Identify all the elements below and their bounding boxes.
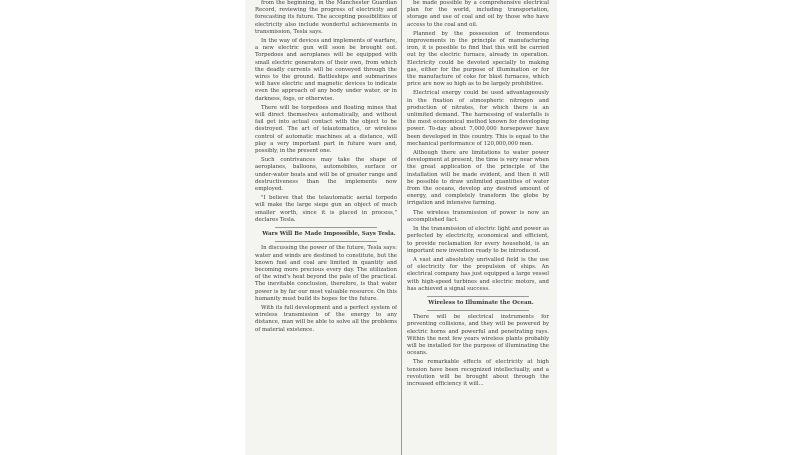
paragraph: A vast and absolutely unrivalled field is the use of electricity for the propulsion of ships. An electrical company has just equipped a large vessel with high-speed turbines and electric motors, and has achieved a signal success. — [407, 256, 549, 292]
paragraph: In the way of devices and implements of warfare, a new electric gun will soon be brought out. Torpedoes and aeroplanes will be equipped with small electric generators of their own, from which the deadly currents will be conveyed through the wires to the ground. Battleships and submarines will have electric and magnetic devices to indicate even the approach of any body under water, or in darkness, fogs, or otherwise. — [255, 38, 397, 102]
section-heading: Wars Will Be Made Impossible, Says Tesla. — [262, 231, 396, 238]
paragraph: be made possible by a comprehensive electrical plan for the world, including transportation, storage and use of coal and oil by those who have access to the coal and oil. — [407, 0, 549, 28]
paragraph: With its full development and a perfect system of wireless transmission of the energy to any distance, man will be able to solve all the problems of material existence. — [255, 304, 397, 333]
left-column — [255, 0, 397, 455]
divider — [427, 310, 529, 311]
column-divider — [401, 0, 402, 455]
section-heading: Wireless to Illuminate the Ocean. — [428, 299, 534, 306]
paragraph: The wireless transmission of power is now an accomplished fact. — [407, 209, 549, 223]
paragraph: In discussing the power of the future, Tesla says: water and winds are destined to constitute, but the known fuel and coal are limited in quantity and becoming more precious every day. The utilization of the wind's heat beyond the pale of the practical. The inevitable conclusion, therefore, is that water power is by far our most valuable resource. On this humanity must build its hopes for the future. — [255, 245, 397, 302]
paragraph: from the beginning, in the Manchester Guardian Record, reviewing the progress of electricity and forecasting its future. The accepting possibilities of electricity also include wonderful achievements in transmission, Tesla says. — [255, 0, 397, 35]
paragraph: In the transmission of electric light and power as perfected by electricity, economical and efficient, to provide reclamation for every household, is an important new invention ready to be introduced. — [407, 226, 549, 254]
paragraph: Such contrivances may take the shape of aeroplanes, balloons, automobiles, surface or under-water boats and will be of greater range and destructiveness than the implements now employed. — [255, 157, 397, 193]
divider — [427, 296, 529, 297]
newspaper-clipping — [245, 0, 557, 455]
right-column — [407, 0, 549, 455]
paragraph: Electrical energy could be used advantageously in the fixation of atmospheric nitrogen and production of nitrates, for which there is an unlimited demand. The harnessing of waterfalls is the most economical method known for developing power. To-day about 7,000,000 horsepower have been developed in this country. This is equal to the mechanical performance of 120,000,000 men. — [407, 90, 549, 147]
paragraph: Planned by the possession of tremendous improvements in the principle of manufacturing iron, it is possible to find that this will be carried out by the electric furnace, already in operation. Electricity could be devoted specially to making gas, either for the purpose of illumination or for the manufacture of coke for blast furnaces, which price are now so high as to be largely prohibitive. — [407, 30, 549, 88]
paragraph: There will be electrical instruments for preventing collisions, and they will be powered by electric horns and powerful and penetrating rays. Within the next few years wireless plants probably will be installed for the purpose of illuminating the oceans. — [407, 314, 549, 357]
paragraph: "I believe that the telautomatic aerial torpedo will make the large siege gun an object of much smaller worth, since it is placed in process," declares Tesla. — [255, 195, 397, 223]
paragraph: Although there are limitations to water power development at present, the time is very near when the great application of the principle of the installation will be made evident, and then it will be possible to draw unlimited quantities of water from the oceans, develop any desired amount of energy, and completely transform the globe by irrigation and intensive farming. — [407, 150, 549, 207]
divider — [275, 227, 377, 228]
divider — [275, 241, 377, 242]
paragraph: There will be torpedoes and floating mines that will direct themselves automatically, and without fail get into actual contact with the object to be destroyed. The art of telautomatics, or wireless control of automatic machines at a distance, will play a very important part in future wars and, possibly, in the present one. — [255, 104, 397, 155]
paragraph: The remarkable effects of electricity at high tension have been recognized intellectually, and a revolution will be brought about through the increased efficiency it will... — [407, 359, 549, 387]
